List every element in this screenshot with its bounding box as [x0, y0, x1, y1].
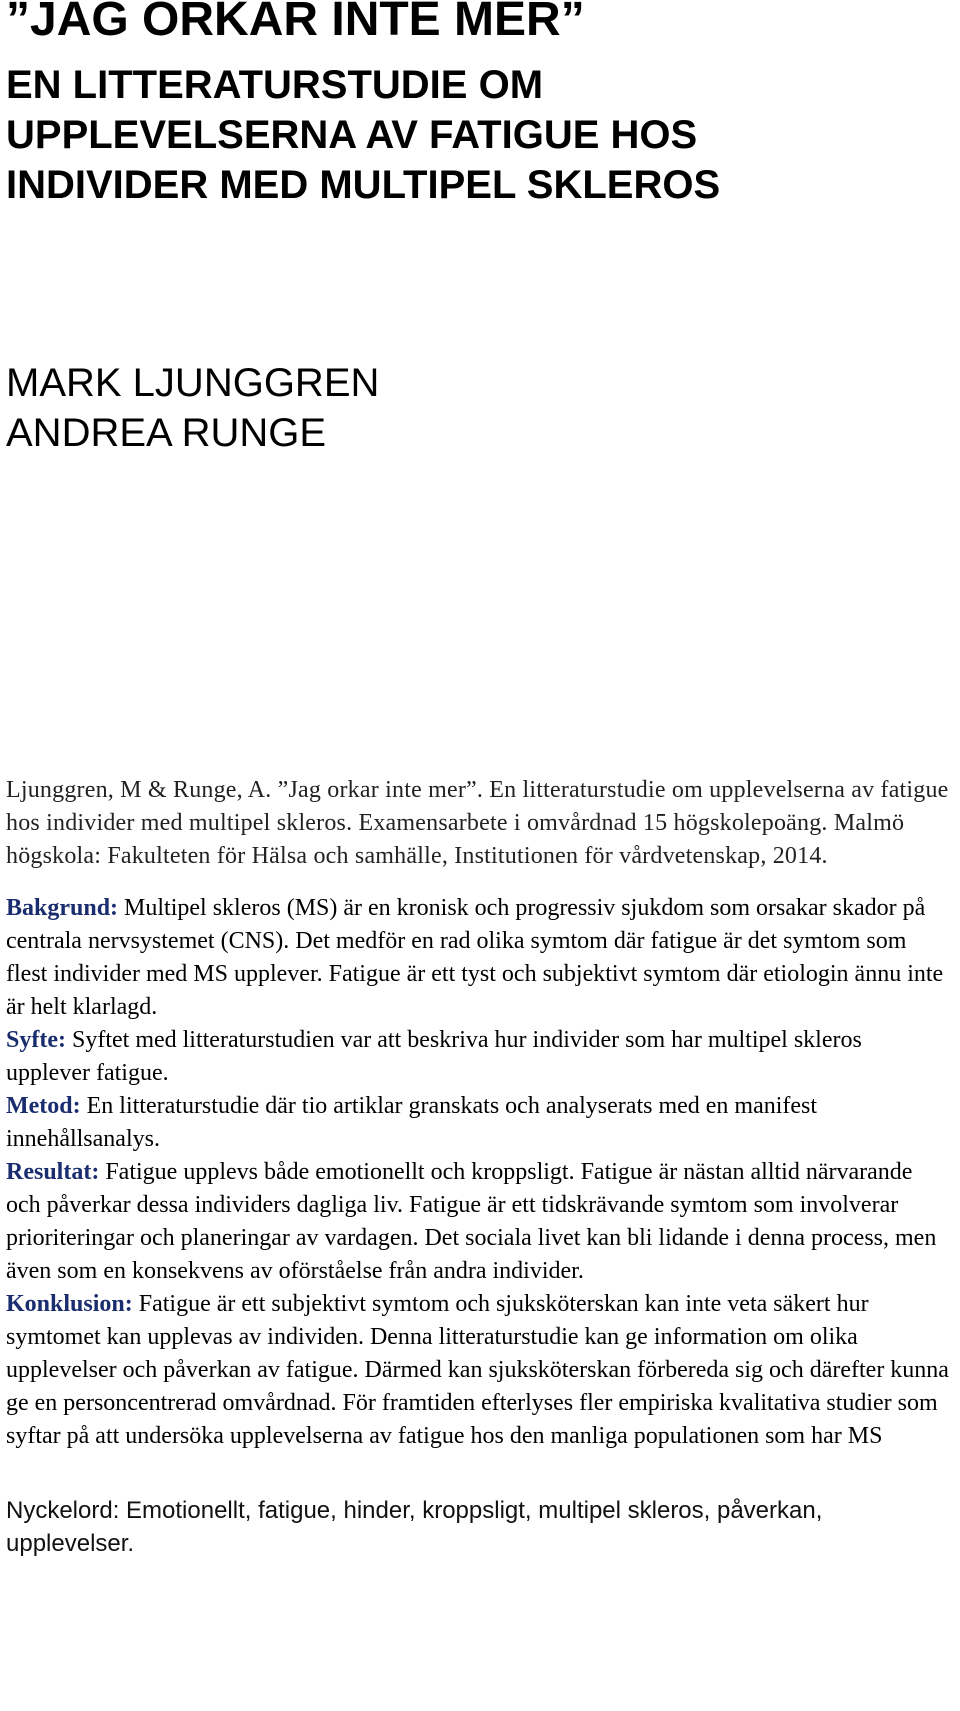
author-name: MARK LJUNGGREN — [6, 361, 380, 405]
section-label: Bakgrund: — [6, 895, 119, 921]
subtitle-line: INDIVIDER MED MULTIPEL SKLEROS — [6, 163, 721, 207]
author-list — [6, 358, 379, 458]
subtitle — [6, 60, 946, 210]
section-label: Resultat: — [6, 1159, 100, 1185]
abstract-results — [6, 1156, 951, 1288]
abstract-aim — [6, 1024, 951, 1090]
subtitle-line: EN LITTERATURSTUDIE OM — [6, 63, 544, 107]
abstract-method — [6, 1090, 951, 1156]
section-text: Fatigue är ett subjektivt symtom och sjuksköterskan kan inte veta säkert hur symtomet kan upplevas av individen. Denna litteraturstudie kan ge information om olika upplevelser och påverkan av fatigue. Därmed kan sjuksköterskan förbereda sig och därefter kunna ge en personcentrerad omvårdnad. För framtiden efterlyses fler empiriska kvalitativa studier som syftar på att undersöka upplevelserna av fatigue hos den manliga populationen som har MS — [6, 1291, 949, 1449]
section-text: Syftet med litteraturstudien var att beskriva hur individer som har multipel skleros upplever fatigue. — [6, 1027, 862, 1086]
subtitle-line: UPPLEVELSERNA AV FATIGUE HOS — [6, 113, 698, 157]
section-text: Fatigue upplevs både emotionellt och kroppsligt. Fatigue är nästan alltid närvarande och påverkar dessa individers dagliga liv. Fatigue är ett tidskrävande symtom som involverar prioriteringar och planeringar av vardagen. Det sociala livet kan bli lidande i denna process, men även som en konsekvens av oförståelse från andra individer. — [6, 1159, 937, 1284]
keywords: Nyckelord: Emotionellt, fatigue, hinder, kroppsligt, multipel skleros, påverkan, upplevelser. — [6, 1497, 823, 1557]
main-title: ”JAG ORKAR INTE MER” — [6, 0, 585, 46]
citation: Ljunggren, M & Runge, A. ”Jag orkar inte mer”. En litteraturstudie om upplevelserna av fatigue hos individer med multipel skleros. Examensarbete i omvårdnad 15 högskolepoäng. Malmö högskola: Fakulteten för Hälsa och samhälle, Institutionen för vårdvetenskap, 2014. — [6, 777, 949, 869]
author-name: ANDREA RUNGE — [6, 411, 327, 455]
section-text: Multipel skleros (MS) är en kronisk och progressiv sjukdom som orsakar skador på centrala nervsystemet (CNS). Det medför en rad olika symtom där fatigue är det symtom som flest individer med MS upplever. Fatigue är ett tyst och subjektivt symtom där etiologin ännu inte är helt klarlagd. — [6, 895, 944, 1020]
abstract-background — [6, 892, 951, 1024]
section-label: Konklusion: — [6, 1291, 133, 1317]
abstract — [6, 774, 951, 1560]
section-label: Metod: — [6, 1093, 81, 1119]
abstract-conclusion — [6, 1288, 951, 1453]
section-label: Syfte: — [6, 1027, 66, 1053]
section-text: En litteraturstudie där tio artiklar granskats och analyserats med en manifest innehållsanalys. — [6, 1093, 818, 1152]
